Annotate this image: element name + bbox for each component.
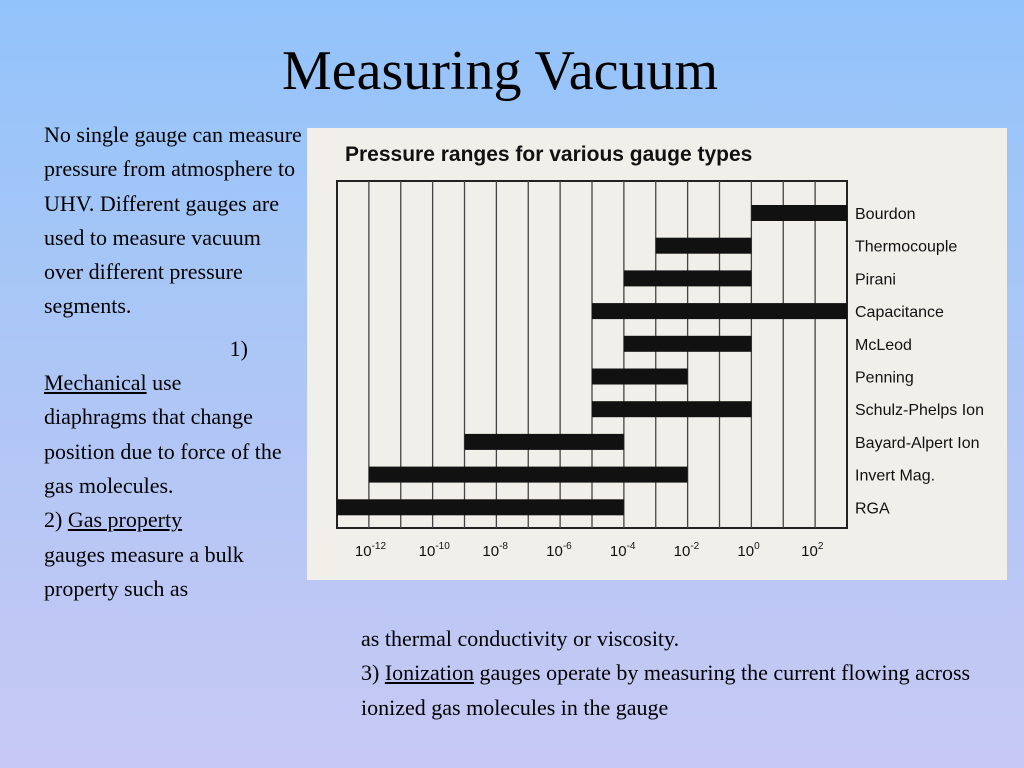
item3-number: 3) [361,660,385,686]
x-tick-label: $10^0$ [737,541,760,560]
item1-body: diaphragms that change position due to force of the gas molecules. [44,404,282,498]
bar-rga [337,499,624,515]
gauge-label: Invert Mag. [855,467,936,485]
bar-thermocouple [656,238,752,254]
gauge-label: Bourdon [855,206,916,223]
bar-schulz-phelps-ion [592,401,751,417]
gauge-chart-image [307,128,1007,580]
x-tick-label: $10^{-6}$ [546,541,572,560]
item1-line [44,366,302,400]
x-tick-label: $10^{-4}$ [609,541,636,560]
bar-bourdon [751,205,847,221]
chart-gauge-labels [855,206,984,517]
item3-text: gauges operate by measuring the current flowing across ionized gas molecules in the gauge [361,660,971,720]
x-tick-label: $10^{-2}$ [673,541,700,560]
gauge-label: Thermocouple [855,238,958,256]
item1-number: 1) [229,335,248,361]
bar-capacitance [592,303,847,319]
x-tick-label: $10^{-8}$ [482,541,508,560]
gauge-label: Schulz-Phelps Ion [855,402,984,420]
gauge-label: RGA [855,500,890,518]
bottom-text-block [361,622,1001,725]
item1-text-a: use [146,370,182,396]
item3-paragraph [361,656,1001,725]
bar-bayard-alpert-ion [465,434,624,450]
bar-pirani [624,270,752,286]
gauge-range-chart [307,128,1007,580]
item2-term: Gas property [67,507,183,533]
chart-x-ticks [355,541,824,560]
gauge-label: Bayard-Alpert Ion [855,434,980,452]
gauge-label: Capacitance [855,304,944,322]
item1-term: Mechanical [44,370,147,396]
gauge-label: Penning [855,369,914,387]
x-tick-label: $10^2$ [801,541,824,560]
continuation-line: as thermal conductivity or viscosity. [361,626,680,651]
intro-paragraph: No single gauge can measure pressure from atmosphere to UHV. Different gauges are used to measure vacuum over different pressure segments. [44,122,302,319]
gauge-label: Pirani [855,271,896,289]
item2-body: gauges measure a bulk property such as [44,541,244,601]
bar-mcleod [624,336,752,352]
chart-title: Pressure ranges for various gauge types [345,143,753,166]
item2-line [44,503,302,537]
bar-invert-mag- [369,467,688,483]
bar-penning [592,369,688,385]
x-tick-label: $10^{-12}$ [354,541,387,560]
item2-number: 2) [44,507,68,533]
left-text-block [44,118,302,606]
paragraph-gap [44,324,302,332]
slide-title: Measuring Vacuum [282,40,718,102]
gauge-label: McLeod [855,336,912,354]
x-tick-label: $10^{-10}$ [418,541,450,560]
item3-term: Ionization [384,660,475,686]
